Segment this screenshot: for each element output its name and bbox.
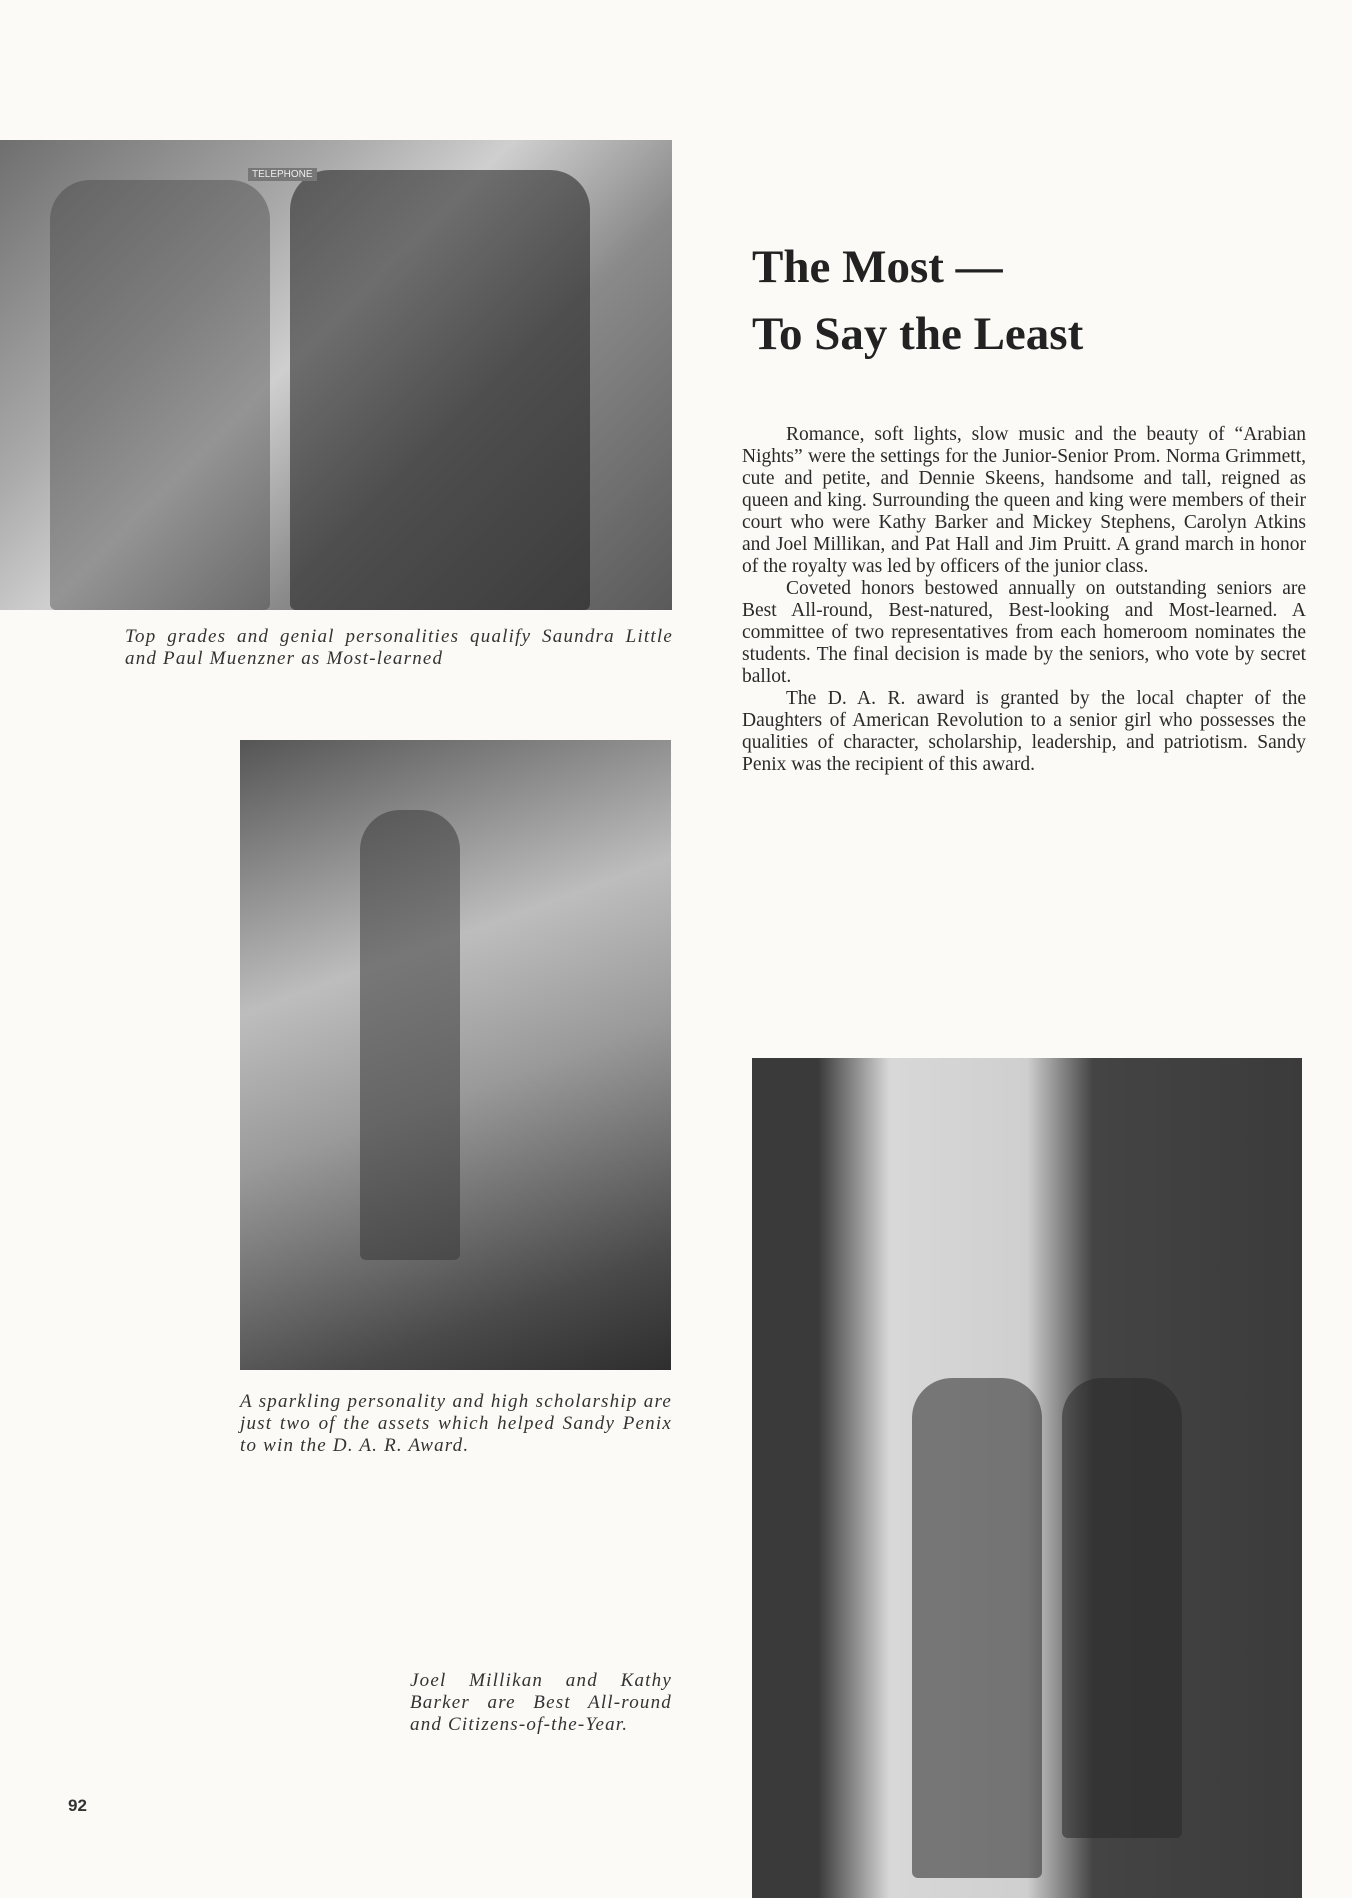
paragraph-prom: Romance, soft lights, slow music and the beauty of “Arabian Nights” were the settings for the Junior-Senior Prom. Norma Grimmett, cute and petite, and Dennie Skeens, handsome and tall, reigned as queen and king. Surrounding the queen and king were members of their court who were Kathy Barker and Mickey Stephens, Carolyn Atkins and Joel Millikan, and Pat Hall and Jim Pruitt. A grand march in honor of the royalty was led by officers of the junior class. xyxy=(742,424,1306,577)
article-body xyxy=(742,424,1306,776)
page-title xyxy=(752,234,1083,368)
paragraph-dar: The D. A. R. award is granted by the local chapter of the Daughters of American Revolution to a senior girl who possesses the qualities of character, scholarship, leadership, and patriotism. Sandy Penix was the recipient of this award. xyxy=(742,688,1306,775)
page-number: 92 xyxy=(68,1796,87,1815)
title-line-1: The Most — xyxy=(752,241,1003,293)
telephone-booth-sign: TELEPHONE xyxy=(248,168,317,181)
caption-best-all-round: Joel Millikan and Kathy Barker are Best All-round and Citizens-of-the-Year. xyxy=(410,1670,672,1735)
caption-dar-award: A sparkling personality and high scholarship are just two of the assets which helped Sandy Penix to win the D. A. R. Award. xyxy=(240,1391,672,1456)
title-line-2: To Say the Least xyxy=(752,308,1084,360)
photo-dar-award xyxy=(240,740,671,1370)
caption-most-learned: Top grades and genial personalities qualify Saundra Little and Paul Muenzner as Most-learned xyxy=(125,626,673,669)
photo-most-learned xyxy=(0,140,672,610)
paragraph-honors: Coveted honors bestowed annually on outstanding seniors are Best All-round, Best-natured, Best-looking and Most-learned. A committee of two representatives from each homeroom nominates the students. The final decision is made by the seniors, who vote by secret ballot. xyxy=(742,578,1306,687)
photo-best-all-round xyxy=(752,1058,1302,1898)
